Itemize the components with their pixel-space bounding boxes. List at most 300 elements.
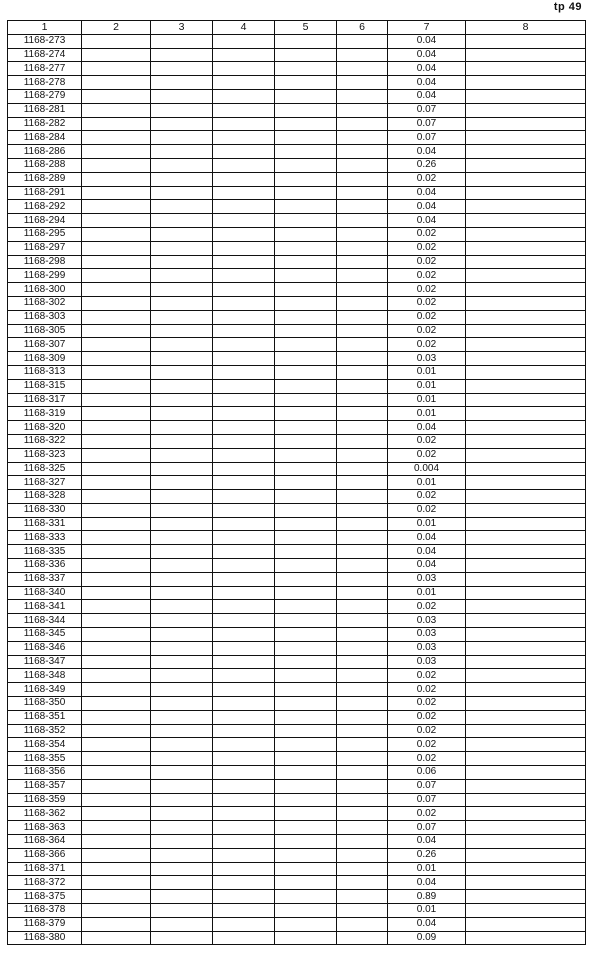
empty-cell (151, 227, 213, 241)
empty-cell (337, 600, 388, 614)
empty-cell (82, 779, 151, 793)
empty-cell (82, 600, 151, 614)
empty-cell (151, 434, 213, 448)
table-row (8, 862, 586, 876)
empty-cell (275, 531, 337, 545)
empty-cell (213, 821, 275, 835)
empty-cell (275, 890, 337, 904)
empty-cell (82, 283, 151, 297)
empty-cell (213, 241, 275, 255)
empty-cell (213, 48, 275, 62)
value-cell: 0.26 (388, 848, 466, 862)
empty-cell (337, 310, 388, 324)
empty-cell (466, 683, 586, 697)
table-row (8, 655, 586, 669)
empty-cell (466, 255, 586, 269)
empty-cell (275, 476, 337, 490)
empty-cell (337, 186, 388, 200)
empty-cell (213, 283, 275, 297)
table-row (8, 379, 586, 393)
empty-cell (213, 365, 275, 379)
value-cell: 0.04 (388, 214, 466, 228)
column-header: 4 (213, 21, 275, 35)
empty-cell (466, 62, 586, 76)
empty-cell (151, 117, 213, 131)
empty-cell (275, 352, 337, 366)
empty-cell (466, 752, 586, 766)
table-row (8, 710, 586, 724)
empty-cell (337, 655, 388, 669)
empty-cell (151, 407, 213, 421)
empty-cell (337, 752, 388, 766)
empty-cell (337, 559, 388, 573)
row-id-cell: 1168-337 (8, 572, 82, 586)
empty-cell (275, 628, 337, 642)
value-cell: 0.04 (388, 545, 466, 559)
empty-cell (466, 172, 586, 186)
table-row (8, 476, 586, 490)
table-row (8, 835, 586, 849)
row-id-cell: 1168-305 (8, 324, 82, 338)
value-cell: 0.01 (388, 904, 466, 918)
empty-cell (275, 269, 337, 283)
empty-cell (213, 186, 275, 200)
empty-cell (466, 931, 586, 945)
value-cell: 0.02 (388, 600, 466, 614)
empty-cell (82, 62, 151, 76)
table-row (8, 848, 586, 862)
table-row (8, 517, 586, 531)
empty-cell (275, 89, 337, 103)
empty-cell (213, 572, 275, 586)
table-row (8, 227, 586, 241)
empty-cell (337, 448, 388, 462)
empty-cell (213, 738, 275, 752)
empty-cell (213, 407, 275, 421)
empty-cell (82, 876, 151, 890)
table-row (8, 448, 586, 462)
table-row (8, 158, 586, 172)
empty-cell (466, 76, 586, 90)
empty-cell (275, 752, 337, 766)
value-cell: 0.02 (388, 172, 466, 186)
empty-cell (466, 738, 586, 752)
table-row (8, 241, 586, 255)
empty-cell (466, 462, 586, 476)
value-cell: 0.02 (388, 807, 466, 821)
row-id-cell: 1168-278 (8, 76, 82, 90)
empty-cell (337, 48, 388, 62)
table-row (8, 365, 586, 379)
empty-cell (275, 48, 337, 62)
empty-cell (213, 117, 275, 131)
empty-cell (82, 324, 151, 338)
empty-cell (213, 490, 275, 504)
data-table (7, 20, 586, 945)
empty-cell (213, 586, 275, 600)
empty-cell (213, 559, 275, 573)
empty-cell (466, 655, 586, 669)
empty-cell (151, 490, 213, 504)
empty-cell (151, 48, 213, 62)
empty-cell (337, 821, 388, 835)
empty-cell (337, 835, 388, 849)
empty-cell (275, 545, 337, 559)
table-row (8, 283, 586, 297)
column-header: 6 (337, 21, 388, 35)
empty-cell (213, 807, 275, 821)
empty-cell (466, 407, 586, 421)
empty-cell (275, 407, 337, 421)
empty-cell (151, 572, 213, 586)
value-cell: 0.02 (388, 434, 466, 448)
table-row (8, 34, 586, 48)
empty-cell (337, 158, 388, 172)
empty-cell (82, 793, 151, 807)
empty-cell (82, 76, 151, 90)
empty-cell (82, 476, 151, 490)
empty-cell (213, 379, 275, 393)
empty-cell (337, 904, 388, 918)
empty-cell (82, 545, 151, 559)
empty-cell (466, 145, 586, 159)
page-number-label: tp 49 (553, 1, 582, 13)
value-cell: 0.02 (388, 490, 466, 504)
empty-cell (466, 48, 586, 62)
empty-cell (213, 545, 275, 559)
row-id-cell: 1168-273 (8, 34, 82, 48)
empty-cell (82, 628, 151, 642)
value-cell: 0.02 (388, 503, 466, 517)
empty-cell (82, 890, 151, 904)
empty-cell (275, 117, 337, 131)
value-cell: 0.04 (388, 200, 466, 214)
empty-cell (213, 641, 275, 655)
empty-cell (82, 365, 151, 379)
value-cell: 0.04 (388, 76, 466, 90)
value-cell: 0.07 (388, 117, 466, 131)
empty-cell (82, 241, 151, 255)
row-id-cell: 1168-292 (8, 200, 82, 214)
empty-cell (275, 655, 337, 669)
value-cell: 0.07 (388, 131, 466, 145)
table-row (8, 434, 586, 448)
value-cell: 0.02 (388, 697, 466, 711)
row-id-cell: 1168-355 (8, 752, 82, 766)
empty-cell (466, 131, 586, 145)
value-cell: 0.04 (388, 89, 466, 103)
empty-cell (151, 186, 213, 200)
empty-cell (275, 145, 337, 159)
empty-cell (82, 710, 151, 724)
empty-cell (82, 848, 151, 862)
empty-cell (213, 766, 275, 780)
empty-cell (82, 559, 151, 573)
empty-cell (213, 724, 275, 738)
row-id-cell: 1168-372 (8, 876, 82, 890)
value-cell: 0.02 (388, 296, 466, 310)
empty-cell (82, 145, 151, 159)
empty-cell (337, 628, 388, 642)
table-row (8, 614, 586, 628)
empty-cell (213, 200, 275, 214)
empty-cell (466, 200, 586, 214)
row-id-cell: 1168-300 (8, 283, 82, 297)
table-row (8, 407, 586, 421)
empty-cell (213, 710, 275, 724)
empty-cell (213, 628, 275, 642)
empty-cell (275, 614, 337, 628)
empty-cell (213, 600, 275, 614)
empty-cell (337, 641, 388, 655)
empty-cell (82, 227, 151, 241)
empty-cell (82, 117, 151, 131)
row-id-cell: 1168-274 (8, 48, 82, 62)
empty-cell (82, 655, 151, 669)
empty-cell (151, 421, 213, 435)
empty-cell (337, 324, 388, 338)
table-row (8, 876, 586, 890)
empty-cell (151, 697, 213, 711)
empty-cell (213, 614, 275, 628)
row-id-cell: 1168-378 (8, 904, 82, 918)
empty-cell (466, 586, 586, 600)
empty-cell (82, 807, 151, 821)
table-row (8, 821, 586, 835)
empty-cell (213, 158, 275, 172)
table-row (8, 890, 586, 904)
empty-cell (213, 89, 275, 103)
empty-cell (151, 614, 213, 628)
empty-cell (466, 338, 586, 352)
empty-cell (337, 89, 388, 103)
empty-cell (82, 917, 151, 931)
empty-cell (337, 531, 388, 545)
table-row (8, 545, 586, 559)
empty-cell (275, 848, 337, 862)
empty-cell (151, 835, 213, 849)
empty-cell (151, 876, 213, 890)
empty-cell (337, 283, 388, 297)
table-row (8, 766, 586, 780)
empty-cell (275, 434, 337, 448)
empty-cell (213, 269, 275, 283)
value-cell: 0.02 (388, 283, 466, 297)
value-cell: 0.06 (388, 766, 466, 780)
row-id-cell: 1168-371 (8, 862, 82, 876)
row-id-cell: 1168-375 (8, 890, 82, 904)
row-id-cell: 1168-277 (8, 62, 82, 76)
column-header: 8 (466, 21, 586, 35)
empty-cell (82, 379, 151, 393)
row-id-cell: 1168-366 (8, 848, 82, 862)
row-id-cell: 1168-354 (8, 738, 82, 752)
empty-cell (151, 145, 213, 159)
value-cell: 0.01 (388, 393, 466, 407)
value-cell: 0.03 (388, 572, 466, 586)
value-cell: 0.01 (388, 862, 466, 876)
empty-cell (275, 917, 337, 931)
column-header: 5 (275, 21, 337, 35)
row-id-cell: 1168-341 (8, 600, 82, 614)
value-cell: 0.01 (388, 586, 466, 600)
empty-cell (275, 283, 337, 297)
row-id-cell: 1168-330 (8, 503, 82, 517)
empty-cell (275, 227, 337, 241)
empty-cell (337, 227, 388, 241)
empty-cell (82, 338, 151, 352)
empty-cell (151, 255, 213, 269)
row-id-cell: 1168-328 (8, 490, 82, 504)
empty-cell (337, 269, 388, 283)
table-body (8, 34, 586, 945)
table-row (8, 186, 586, 200)
empty-cell (151, 545, 213, 559)
empty-cell (337, 200, 388, 214)
empty-cell (466, 862, 586, 876)
value-cell: 0.02 (388, 683, 466, 697)
empty-cell (466, 365, 586, 379)
row-id-cell: 1168-289 (8, 172, 82, 186)
empty-cell (466, 766, 586, 780)
empty-cell (337, 724, 388, 738)
value-cell: 0.02 (388, 324, 466, 338)
empty-cell (275, 724, 337, 738)
empty-cell (275, 421, 337, 435)
empty-cell (151, 296, 213, 310)
table-row (8, 917, 586, 931)
row-id-cell: 1168-313 (8, 365, 82, 379)
empty-cell (466, 559, 586, 573)
row-id-cell: 1168-325 (8, 462, 82, 476)
empty-cell (213, 655, 275, 669)
value-cell: 0.03 (388, 614, 466, 628)
empty-cell (213, 324, 275, 338)
empty-cell (466, 186, 586, 200)
empty-cell (151, 379, 213, 393)
empty-cell (151, 724, 213, 738)
empty-cell (213, 76, 275, 90)
table-row (8, 559, 586, 573)
row-id-cell: 1168-363 (8, 821, 82, 835)
empty-cell (213, 393, 275, 407)
empty-cell (151, 131, 213, 145)
value-cell: 0.03 (388, 628, 466, 642)
empty-cell (151, 586, 213, 600)
empty-cell (151, 738, 213, 752)
value-cell: 0.04 (388, 62, 466, 76)
value-cell: 0.04 (388, 559, 466, 573)
empty-cell (275, 641, 337, 655)
table-row (8, 503, 586, 517)
empty-cell (82, 586, 151, 600)
empty-cell (466, 214, 586, 228)
value-cell: 0.01 (388, 379, 466, 393)
empty-cell (337, 241, 388, 255)
empty-cell (213, 227, 275, 241)
empty-cell (275, 572, 337, 586)
row-id-cell: 1168-331 (8, 517, 82, 531)
empty-cell (275, 821, 337, 835)
value-cell: 0.01 (388, 407, 466, 421)
empty-cell (82, 697, 151, 711)
table-row (8, 76, 586, 90)
empty-cell (151, 766, 213, 780)
empty-cell (151, 393, 213, 407)
row-id-cell: 1168-315 (8, 379, 82, 393)
empty-cell (466, 103, 586, 117)
empty-cell (275, 517, 337, 531)
value-cell: 0.01 (388, 517, 466, 531)
empty-cell (151, 365, 213, 379)
empty-cell (82, 393, 151, 407)
table-row (8, 586, 586, 600)
table-row (8, 296, 586, 310)
table-row (8, 793, 586, 807)
empty-cell (466, 904, 586, 918)
row-id-cell: 1168-295 (8, 227, 82, 241)
empty-cell (151, 200, 213, 214)
empty-cell (151, 462, 213, 476)
empty-cell (151, 103, 213, 117)
value-cell: 0.89 (388, 890, 466, 904)
empty-cell (275, 200, 337, 214)
empty-cell (275, 586, 337, 600)
empty-cell (82, 517, 151, 531)
value-cell: 0.07 (388, 779, 466, 793)
empty-cell (337, 421, 388, 435)
empty-cell (151, 931, 213, 945)
empty-cell (337, 710, 388, 724)
empty-cell (151, 890, 213, 904)
empty-cell (213, 310, 275, 324)
empty-cell (151, 34, 213, 48)
empty-cell (213, 296, 275, 310)
empty-cell (275, 131, 337, 145)
empty-cell (466, 572, 586, 586)
empty-cell (151, 683, 213, 697)
empty-cell (151, 559, 213, 573)
empty-cell (466, 269, 586, 283)
empty-cell (213, 103, 275, 117)
empty-cell (82, 407, 151, 421)
table-row (8, 904, 586, 918)
table-row (8, 200, 586, 214)
empty-cell (466, 421, 586, 435)
empty-cell (213, 848, 275, 862)
empty-cell (337, 697, 388, 711)
value-cell: 0.07 (388, 103, 466, 117)
empty-cell (213, 352, 275, 366)
empty-cell (337, 393, 388, 407)
row-id-cell: 1168-288 (8, 158, 82, 172)
value-cell: 0.02 (388, 227, 466, 241)
empty-cell (275, 807, 337, 821)
table-row (8, 89, 586, 103)
value-cell: 0.04 (388, 835, 466, 849)
empty-cell (275, 697, 337, 711)
empty-cell (337, 172, 388, 186)
empty-cell (337, 917, 388, 931)
column-header: 3 (151, 21, 213, 35)
empty-cell (213, 752, 275, 766)
empty-cell (151, 172, 213, 186)
empty-cell (337, 669, 388, 683)
table-row (8, 738, 586, 752)
empty-cell (151, 241, 213, 255)
table-row (8, 697, 586, 711)
empty-cell (337, 876, 388, 890)
